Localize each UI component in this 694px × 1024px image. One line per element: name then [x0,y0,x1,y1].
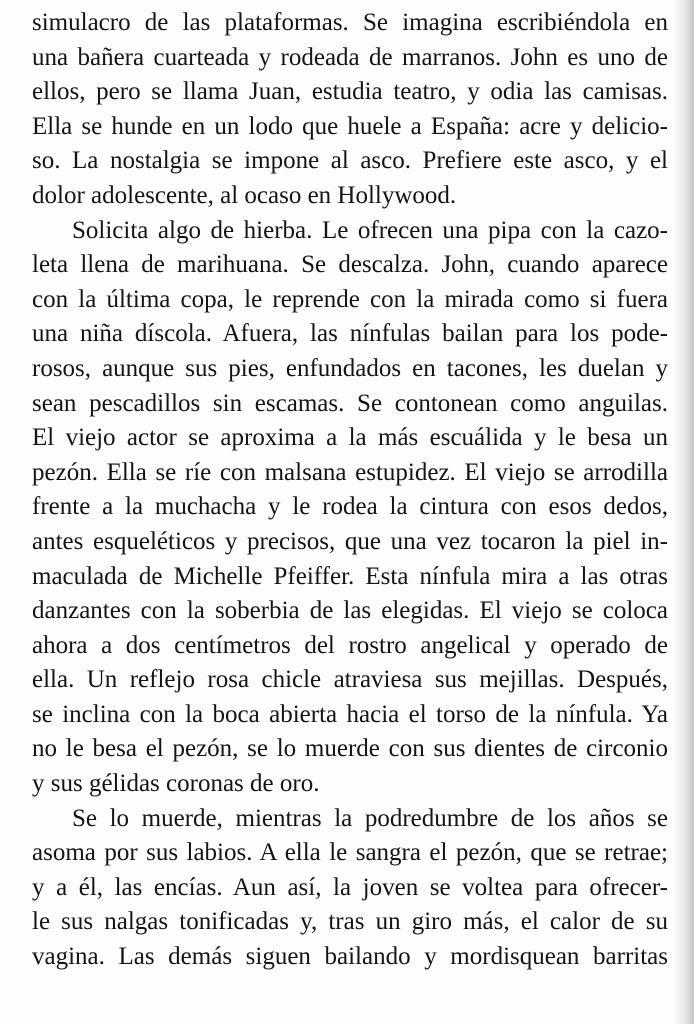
text-line: no le besa el pezón, se lo muerde con sus dientes de circonio [32,735,668,763]
text-line: una bañera cuarteada y rodeada de marranos. John es uno de [32,43,668,71]
text-line: Ella se hunde en un lodo que huele a España: acre y delicio- [32,112,668,140]
text-line: Solicita algo de hierba. Le ofrecen una pipa con la cazo- [72,216,668,244]
text-line: Se lo muerde, mientras la podredumbre de los años se [72,804,668,832]
text-line: ahora a dos centímetros del rostro angelical y operado de [32,631,668,659]
text-line: frente a la muchacha y le rodea la cintura con esos dedos, [32,493,668,521]
text-line: sean pescadillos sin escamas. Se contonean como anguilas. [32,389,668,417]
text-line: maculada de Michelle Pfeiffer. Esta nínfula mira a las otras [32,562,668,590]
text-line: El viejo actor se aproxima a la más escuálida y le besa un [32,424,668,452]
paragraph-1 [32,6,668,214]
text-line: danzantes con la soberbia de las elegidas. El viejo se coloca [32,597,668,625]
text-line: y sus gélidas coronas de oro. [32,770,320,798]
text-line: ellos, pero se llama Juan, estudia teatro, y odia las camisas. [32,78,668,106]
text-line: y a él, las encías. Aun así, la joven se voltea para ofrecer- [32,873,668,901]
text-line: pezón. Ella se ríe con malsana estupidez. El viejo se arrodilla [32,458,668,486]
paragraph-2 [32,214,668,802]
text-line: se inclina con la boca abierta hacia el torso de la nínfula. Ya [32,700,668,728]
body-text [32,6,668,975]
text-line: leta llena de marihuana. Se descalza. John, cuando aparece [32,251,668,279]
text-line: con la última copa, le reprende con la mirada como si fuera [32,285,668,313]
text-line: rosos, aunque sus pies, enfundados en tacones, les duelan y [32,354,668,382]
paragraph-3 [32,802,668,975]
text-line: dolor adolescente, al ocaso en Hollywood. [32,181,457,209]
text-line: ella. Un reflejo rosa chicle atraviesa sus mejillas. Después, [32,666,668,694]
text-line: so. La nostalgia se impone al asco. Prefiere este asco, y el [32,147,668,175]
text-line: le sus nalgas tonificadas y, tras un giro más, el calor de su [32,908,668,936]
text-line: simulacro de las plataformas. Se imagina escribiéndola en [32,9,668,36]
text-line: vagina. Las demás siguen bailando y mordisquean barritas [32,943,668,971]
text-line: asoma por sus labios. A ella le sangra el pezón, que se retrae; [32,839,668,867]
page-edge-shadow [672,0,694,1024]
text-line: una niña díscola. Afuera, las nínfulas bailan para los pode- [32,320,668,348]
text-line: antes esqueléticos y precisos, que una vez tocaron la piel in- [32,527,668,555]
